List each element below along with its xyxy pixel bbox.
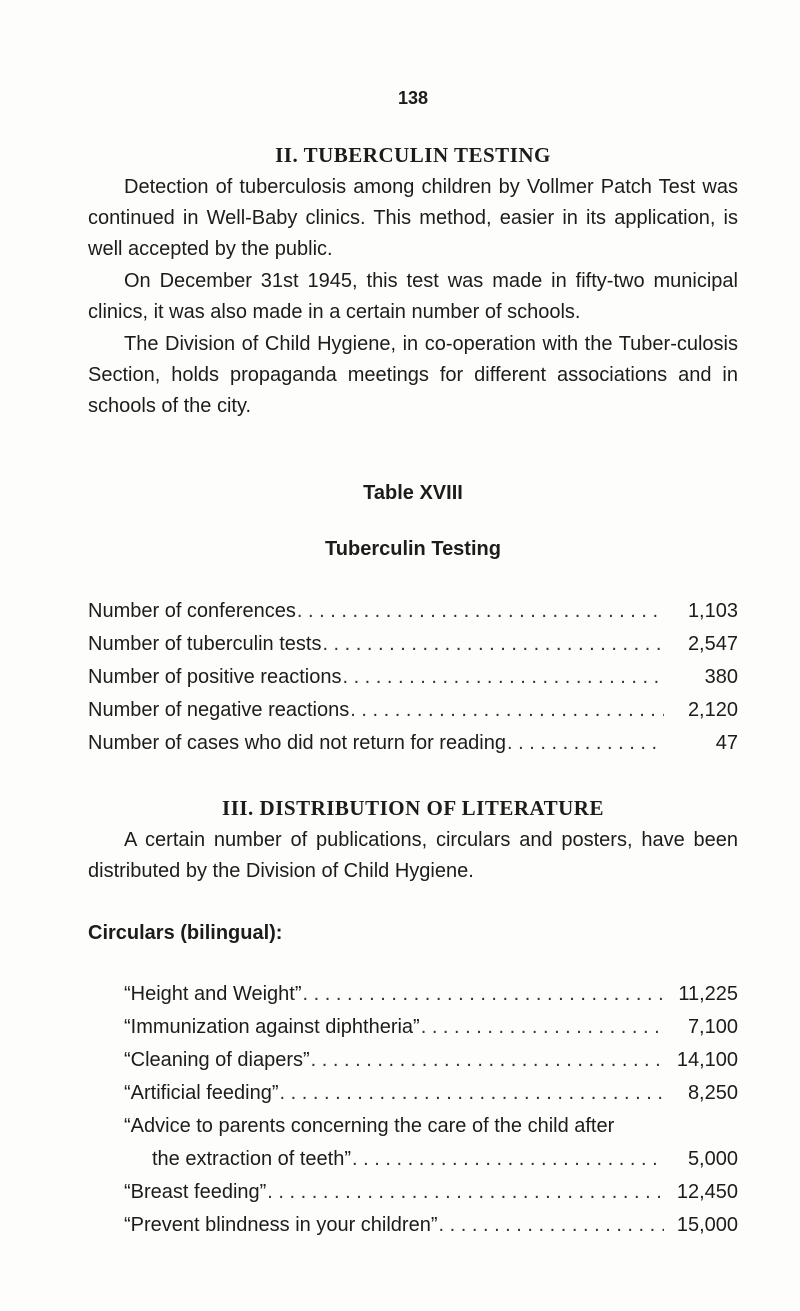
section-heading-distribution: III. DISTRIBUTION OF LITERATURE [222,796,604,820]
list-item [152,1145,738,1173]
list-item [124,1046,738,1074]
circular-title: “Prevent blindness in your children” [124,1214,438,1236]
circulars-heading: Circulars (bilingual): [88,922,283,944]
row-value: 1,103 [687,600,738,622]
circular-title: “Breast feeding” [124,1181,267,1203]
paragraph-distribution: A certain number of publications, circulars and posters, have been distributed by the Division of Child Hygiene. [88,829,738,882]
circular-count: 5,000 [687,1148,738,1170]
row-label: Number of positive reactions [88,666,342,688]
dot-leader [322,630,664,658]
table-row [88,663,738,691]
page-number: 138 [397,88,429,108]
row-label: Number of cases who did not return for reading [88,732,506,754]
circular-count: 14,100 [676,1049,738,1071]
row-value: 2,120 [687,699,738,721]
circular-count: 11,225 [678,983,738,1005]
circular-title: the extraction of teeth” [152,1148,352,1170]
dot-leader [421,1013,664,1041]
dot-leader [342,663,664,691]
dot-leader [439,1211,665,1239]
row-value: 380 [704,666,738,688]
row-value: 2,547 [687,633,738,655]
paragraph-december: On December 31st 1945, this test was made in fifty-two municipal clinics, it was also made in a certain number of schools. [88,270,738,323]
dot-leader [507,729,664,757]
circular-title: “Immunization against diphtheria” [124,1016,420,1038]
circular-count: 15,000 [676,1214,738,1236]
dot-leader [267,1178,664,1206]
dot-leader [297,597,664,625]
row-label: Number of negative reactions [88,699,350,721]
row-label: Number of tuberculin tests [88,633,322,655]
row-label: Number of conferences [88,600,296,622]
dot-leader [311,1046,664,1074]
circular-count: 8,250 [687,1082,738,1104]
dot-leader [350,696,664,724]
table-row [88,696,738,724]
dot-leader [280,1079,664,1107]
circular-count: 12,450 [676,1181,738,1203]
row-value: 47 [715,732,738,754]
table-subtitle: Tuberculin Testing [325,538,501,560]
paragraph-detection: Detection of tuberculosis among children by Vollmer Patch Test was continued in Well-Baby clinics. This method, easier in its application, is well accepted by the public. [88,176,738,260]
dot-leader [303,980,665,1008]
list-item [124,1178,738,1206]
list-item [124,1079,738,1107]
circular-title: “Height and Weight” [124,983,302,1005]
section-heading-tuberculin-testing: II. TUBERCULIN TESTING [275,143,551,167]
dot-leader [352,1145,664,1173]
circular-title: “Cleaning of diapers” [124,1049,310,1071]
table-row [88,597,738,625]
list-item [124,1013,738,1041]
table-row [88,729,738,757]
table-title: Table XVIII [363,482,463,504]
circular-count: 7,100 [687,1016,738,1038]
circular-title-line1: “Advice to parents concerning the care of the child after [124,1115,615,1137]
circular-title: “Artificial feeding” [124,1082,279,1104]
list-item [124,980,738,1008]
paragraph-division: The Division of Child Hygiene, in co-operation with the Tuber-culosis Section, holds propaganda meetings for different associations and in schools of the city. [88,333,738,417]
table-row [88,630,738,658]
list-item [124,1211,738,1239]
